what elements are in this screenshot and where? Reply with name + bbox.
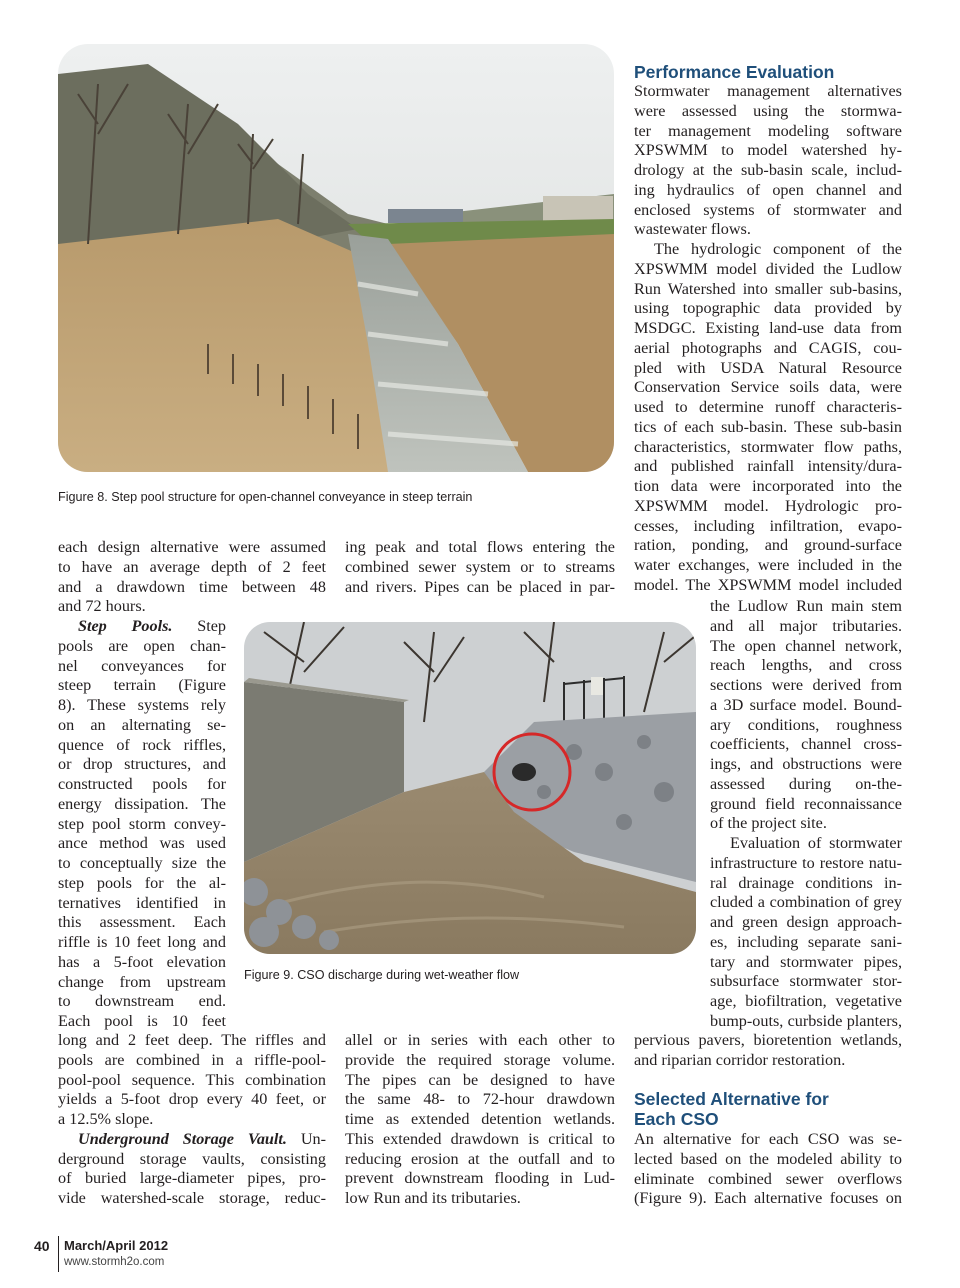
text-line: ration, ponding, and ground-surface bbox=[634, 536, 902, 555]
text-line: low Run and its tributaries. bbox=[345, 1189, 521, 1207]
text-line: the same 48- to 72-hour drawdown bbox=[345, 1090, 615, 1109]
text-line: pools are open chan- bbox=[58, 636, 226, 655]
text-line: pervious pavers, bioretention wetlands, bbox=[634, 1031, 902, 1049]
text-line: ary conditions, roughness bbox=[710, 715, 902, 734]
website-url: www.stormh2o.com bbox=[64, 1256, 165, 1268]
column-3-narrow bbox=[710, 597, 902, 1032]
step-pools-heading: Step Pools. bbox=[78, 617, 173, 635]
column-1-intro bbox=[58, 538, 326, 617]
text-line: ings, and obstructions were bbox=[710, 755, 902, 773]
step-pool-photo-image bbox=[58, 44, 614, 472]
text-line: long and 2 feet deep. The riffles and bbox=[58, 1031, 326, 1049]
text-line: bump-outs, curbside planters, bbox=[710, 1011, 902, 1030]
text-line: time as extended detention wetlands. bbox=[345, 1110, 615, 1128]
vault-heading: Underground Storage Vault. bbox=[78, 1129, 287, 1148]
text-line: tics of each sub-basin. These sub-basin bbox=[634, 417, 902, 436]
text-line: Run Watershed into smaller sub-basins, bbox=[634, 279, 902, 298]
page-number: 40 bbox=[34, 1238, 50, 1254]
text-line: ternatives identified in bbox=[58, 893, 226, 912]
text-line: a 3D surface model. Bound- bbox=[710, 695, 902, 714]
text-line: aerial photographs and CAGIS, cou- bbox=[634, 338, 902, 357]
text-line: allel or in series with each other to bbox=[345, 1031, 615, 1049]
figure-8-caption: Figure 8. Step pool structure for open-channel conveyance in steep terrain bbox=[58, 490, 473, 504]
text-line bbox=[58, 617, 226, 637]
text-line: to downstream end. bbox=[58, 992, 226, 1011]
text-line: 8). These systems rely bbox=[58, 696, 226, 714]
text-line: Evaluation of stormwater bbox=[730, 834, 902, 852]
text-line: reducing erosion at the outfall and to bbox=[345, 1149, 615, 1168]
text-line: XPSWMM model. Hydrologic pro- bbox=[634, 496, 902, 515]
text-line: tion data were incorporated into the bbox=[634, 477, 902, 495]
text-line: infrastructure to restore natu- bbox=[710, 853, 902, 872]
text-line: used to determine runoff characteris- bbox=[634, 398, 902, 416]
column-2-top bbox=[345, 538, 615, 597]
text-line: change from upstream bbox=[58, 972, 226, 991]
column-2-bottom bbox=[345, 1031, 615, 1209]
text-line: and rivers. Pipes can be placed in par- bbox=[345, 577, 615, 596]
text-line: has a 5-foot elevation bbox=[58, 952, 226, 971]
text-line: subsurface stormwater stor- bbox=[710, 972, 902, 991]
text-line: model. The XPSWMM model included bbox=[634, 575, 902, 594]
text-line: of the project site. bbox=[710, 814, 827, 833]
text-line: on an alternating se- bbox=[58, 715, 226, 734]
text-line: using topographic data provided by bbox=[634, 299, 902, 318]
text-line: coefficients, channel cross- bbox=[710, 735, 902, 754]
text-line: wastewater flows. bbox=[634, 220, 751, 239]
text-line: and riparian corridor restoration. bbox=[634, 1050, 846, 1069]
text-line: each design alternative were assumed bbox=[58, 538, 326, 556]
text-line: prevent downstream flooding in Lud- bbox=[345, 1169, 615, 1188]
text-line: derground storage vaults, consisting bbox=[58, 1149, 326, 1168]
text-line: ground field reconnaissance bbox=[710, 794, 902, 813]
text-line: step pool storm convey- bbox=[58, 814, 226, 833]
text-line: and a drawdown time between 48 bbox=[58, 577, 326, 596]
text-line: cesses, including infiltration, evapo- bbox=[634, 516, 902, 535]
text-line: es, including separate sani- bbox=[710, 932, 902, 951]
text-line: reach lengths, and cross bbox=[710, 656, 902, 675]
performance-evaluation-heading: Performance Evaluation bbox=[634, 62, 835, 82]
text-line: This extended drawdown is critical to bbox=[345, 1129, 615, 1148]
text-line: characteristics, stormwater flow paths, bbox=[634, 437, 902, 456]
text-line: An alternative for each CSO was se- bbox=[634, 1130, 902, 1148]
column-1-step-pools-narrow bbox=[58, 617, 226, 1032]
text-line: combined sewer system or to streams bbox=[345, 557, 615, 576]
text-line: constructed pools for bbox=[58, 775, 226, 793]
text-line: to conceptually size the bbox=[58, 854, 226, 872]
text-line: the Ludlow Run main stem bbox=[710, 597, 902, 615]
text-line: ing hydraulics of open channel and bbox=[634, 180, 902, 199]
text-line: Conservation Service soils data, were bbox=[634, 378, 902, 397]
text-line bbox=[58, 1130, 326, 1150]
text-line: The hydrologic component of the bbox=[654, 240, 902, 258]
text-line: XPSWMM model divided the Ludlow bbox=[634, 259, 902, 278]
text-line: nel conveyances for bbox=[58, 656, 226, 675]
column-3-performance bbox=[634, 82, 902, 596]
text-line: The pipes can be designed to have bbox=[345, 1070, 615, 1089]
text-line: were assessed using the stormwa- bbox=[634, 101, 902, 120]
text-line: quence of rock riffles, bbox=[58, 735, 226, 754]
text-line: cluded a combination of grey bbox=[710, 893, 902, 912]
text-line: to have an average depth of 2 feet bbox=[58, 557, 326, 576]
text-line: and green design approach- bbox=[710, 913, 902, 931]
heading-line: Each CSO bbox=[634, 1109, 719, 1129]
text-line: a 12.5% slope. bbox=[58, 1110, 154, 1128]
text-line: The open channel network, bbox=[710, 636, 902, 655]
text-line: this assessment. Each bbox=[58, 913, 226, 932]
text-line: riffle is 10 feet long and bbox=[58, 933, 226, 951]
figure-9-photo bbox=[244, 622, 696, 954]
figure-9-caption: Figure 9. CSO discharge during wet-weather flow bbox=[244, 968, 520, 982]
column-3-wide-end bbox=[634, 1031, 902, 1071]
heading-line: Selected Alternative for bbox=[634, 1089, 829, 1109]
text-line: and published rainfall intensity/dura- bbox=[634, 457, 902, 476]
text-line: MSDGC. Existing land-use data from bbox=[634, 319, 902, 337]
text-line: step pools for the al- bbox=[58, 873, 226, 892]
text-line: tary and stormwater pipes, bbox=[710, 952, 902, 971]
column-1-step-pools-wide bbox=[58, 1031, 326, 1209]
selected-alternative-heading bbox=[634, 1089, 829, 1129]
text-fragment: Un- bbox=[300, 1129, 327, 1148]
text-line: yields a 5-foot drop every 40 feet, or bbox=[58, 1090, 326, 1109]
figure-8-photo bbox=[58, 44, 614, 472]
cso-discharge-photo-image bbox=[244, 622, 696, 954]
text-line: XPSWMM to model watershed hy- bbox=[634, 141, 902, 160]
text-fragment: Step bbox=[197, 617, 227, 635]
text-line: energy dissipation. The bbox=[58, 794, 226, 813]
text-line: steep terrain (Figure bbox=[58, 676, 226, 695]
text-line: drology at the sub-basin scale, includ- bbox=[634, 161, 902, 179]
footer-divider bbox=[58, 1236, 59, 1272]
text-line: pool-pool sequence. This combination bbox=[58, 1070, 326, 1089]
text-line: ral drainage conditions in- bbox=[710, 873, 902, 892]
text-line: ter management modeling software bbox=[634, 121, 902, 140]
text-line: Stormwater management alternatives bbox=[634, 82, 902, 100]
text-line: ing peak and total flows entering the bbox=[345, 538, 615, 556]
text-line: vide watershed-scale storage, reduc- bbox=[58, 1189, 326, 1207]
text-line: assessed during on-the- bbox=[710, 774, 902, 793]
text-line: ance method was used bbox=[58, 834, 226, 853]
text-line: of buried large-diameter pipes, pro- bbox=[58, 1169, 326, 1188]
text-line: age, biofiltration, vegetative bbox=[710, 992, 902, 1010]
text-line: provide the required storage volume. bbox=[345, 1050, 615, 1069]
text-line: (Figure 9). Each alternative focuses on bbox=[634, 1189, 902, 1208]
text-line: Each pool is 10 feet bbox=[58, 1012, 226, 1030]
text-line: lected based on the modeled ability to bbox=[634, 1149, 902, 1168]
text-line: and 72 hours. bbox=[58, 597, 146, 616]
issue-date: March/April 2012 bbox=[64, 1238, 169, 1253]
text-line: enclosed systems of stormwater and bbox=[634, 200, 902, 219]
column-3-selected bbox=[634, 1130, 902, 1209]
text-line: water exchanges, were included in the bbox=[634, 556, 902, 574]
text-line: eliminate combined sewer overflows bbox=[634, 1169, 902, 1188]
text-line: sections were derived from bbox=[710, 676, 902, 694]
text-line: pools are combined in a riffle-pool- bbox=[58, 1050, 326, 1069]
text-line: and all major tributaries. bbox=[710, 616, 902, 635]
text-line: pled with USDA Natural Resource bbox=[634, 358, 902, 377]
text-line: or drop structures, and bbox=[58, 755, 226, 774]
